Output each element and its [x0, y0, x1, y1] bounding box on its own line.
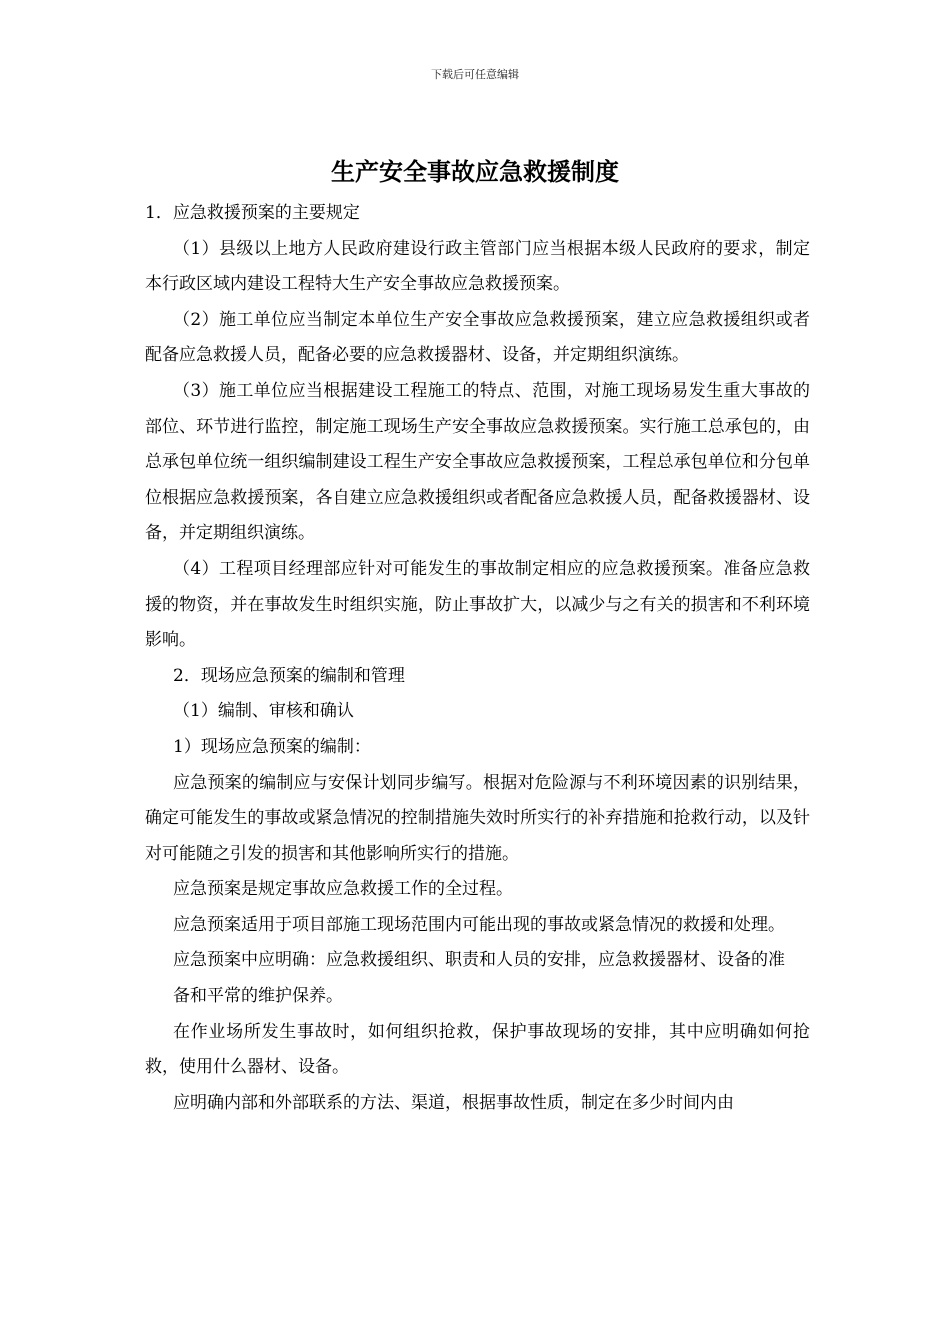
paragraph: 在作业场所发生事故时，如何组织抢救，保护事故现场的安排，其中应明确如何抢救，使用什么器材、设备。 [145, 1021, 810, 1078]
document-body [145, 196, 810, 1121]
paragraph: 应急预案是规定事故应急救援工作的全过程。 [173, 879, 513, 900]
header-note: 下载后可任意编辑 [431, 68, 519, 81]
paragraph: （4）工程项目经理部应针对可能发生的事故制定相应的应急救援预案。准备应急救援的物资，并在事故发生时组织实施，防止事故扩大，以减少与之有关的损害和不利环境影响。 [145, 558, 810, 651]
paragraph: 应明确内部和外部联系的方法、渠道，根据事故性质，制定在多少时间内由 [173, 1092, 734, 1113]
subsection-heading: （1）编制、审核和确认 [173, 701, 354, 722]
paragraph: （1）县级以上地方人民政府建设行政主管部门应当根据本级人民政府的要求，制定本行政区域内建设工程特大生产安全事故应急救援预案。 [145, 238, 810, 295]
paragraph: 应急预案的编制应与安保计划同步编写。根据对危险源与不利环境因素的识别结果，确定可能发生的事故或紧急情况的控制措施失效时所实行的补弃措施和抢救行动，以及针对可能随之引发的损害和其他影响所实行的措施。 [145, 772, 810, 864]
paragraph: （2）施工单位应当制定本单位生产安全事故应急救援预案，建立应急救援组织或者配备应急救援人员，配备必要的应急救援器材、设备，并定期组织演练。 [145, 309, 810, 366]
paragraph: 应急预案中应明确：应急救援组织、职责和人员的安排，应急救援器材、设备的准 [173, 950, 785, 971]
paragraph: （3）施工单位应当根据建设工程施工的特点、范围，对施工现场易发生重大事故的部位、环节进行监控，制定施工现场生产安全事故应急救援预案。实行施工总承包的，由总承包单位统一组织编制建设工程生产安全事故应急救援预案，工程总承包单位和分包单位根据应急救援预案，各自建立应急救援组织或者配备应急救援人员，配备救援器材、设备，并定期组织演练。 [145, 380, 810, 544]
paragraph: 备和平常的维护保养。 [173, 986, 343, 1007]
paragraph: 应急预案适用于项目部施工现场范围内可能出现的事故或紧急情况的救援和处理。 [173, 914, 785, 935]
document-title: 生产安全事故应急救援制度 [331, 158, 619, 186]
subsection-heading: 1）现场应急预案的编制： [173, 736, 371, 757]
section-heading-2: 2．现场应急预案的编制和管理 [173, 665, 405, 686]
section-heading-1: 1．应急救援预案的主要规定 [145, 203, 360, 223]
